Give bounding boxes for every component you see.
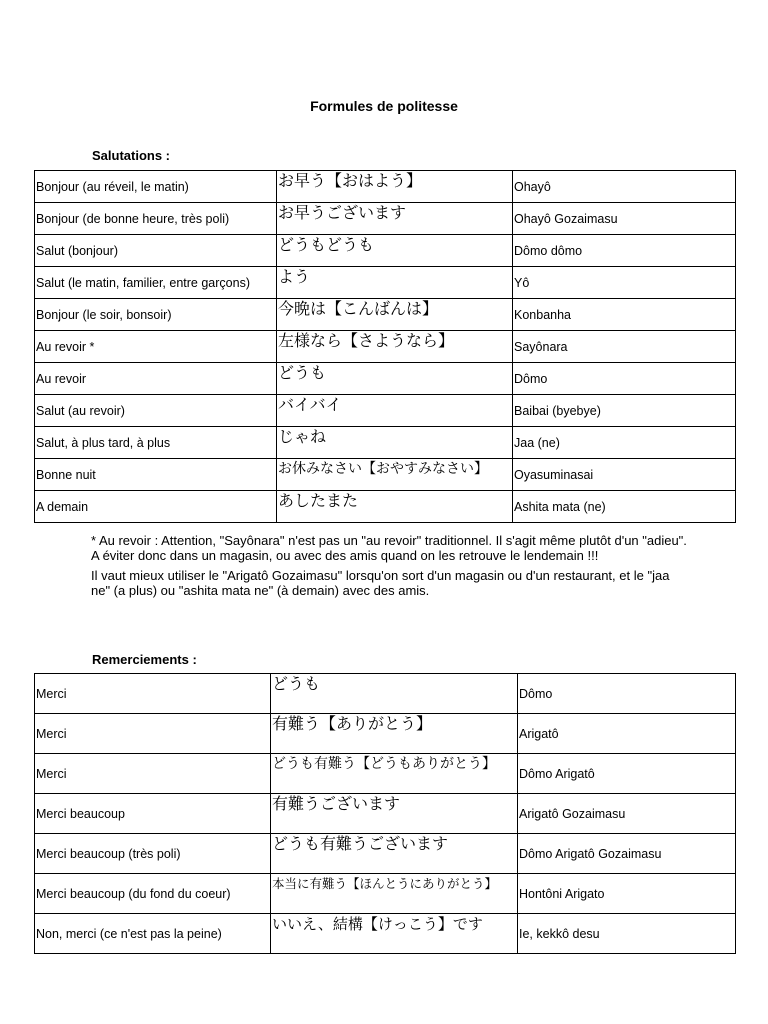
table-row [35,674,736,714]
japanese-cell: 本当に有難う【ほんとうにありがとう】 [271,874,518,914]
romaji-cell: Dômo [513,363,736,395]
romaji-cell: Sayônara [513,331,736,363]
french-cell: A demain [35,491,277,523]
romaji-cell: Ashita mata (ne) [513,491,736,523]
japanese-cell: よう [277,267,513,299]
table-row [35,427,736,459]
notes [91,533,691,603]
footnote-paragraph: * Au revoir : Attention, "Sayônara" n'est pas un "au revoir" traditionnel. Il s'agit même plutôt d'un "adieu". A éviter donc dans un magasin, ou avec des amis quand on les retrouve le lendemain !!! [91,533,687,563]
table-row [35,874,736,914]
french-cell: Salut (le matin, familier, entre garçons) [35,267,277,299]
thanks-heading: Remerciements : [92,652,197,667]
page-title: Formules de politesse [310,98,458,114]
table-row [35,267,736,299]
romaji-cell: Hontôni Arigato [518,874,736,914]
table-row [35,235,736,267]
thanks-table [34,673,736,954]
japanese-cell: どうもどうも [277,235,513,267]
french-cell: Salut, à plus tard, à plus [35,427,277,459]
japanese-cell: お早う【おはよう】 [277,171,513,203]
romaji-cell: Ie, kekkô desu [518,914,736,954]
japanese-cell: お休みなさい【おやすみなさい】 [277,459,513,491]
japanese-cell: バイバイ [277,395,513,427]
romaji-cell: Dômo dômo [513,235,736,267]
romaji-cell: Arigatô Gozaimasu [518,794,736,834]
french-cell: Merci beaucoup (très poli) [35,834,271,874]
japanese-cell: 有難うございます [271,794,518,834]
french-cell: Merci beaucoup [35,794,271,834]
table-row [35,395,736,427]
romaji-cell: Ohayô Gozaimasu [513,203,736,235]
greetings-heading: Salutations : [92,148,171,163]
table-row [35,754,736,794]
romaji-cell: Oyasuminasai [513,459,736,491]
table-row [35,299,736,331]
japanese-cell: どうも有難う【どうもありがとう】 [271,754,518,794]
table-row [35,203,736,235]
romaji-cell: Konbanha [513,299,736,331]
french-cell: Salut (au revoir) [35,395,277,427]
romaji-cell: Dômo Arigatô Gozaimasu [518,834,736,874]
table-row [35,794,736,834]
table-row [35,491,736,523]
french-cell: Bonjour (au réveil, le matin) [35,171,277,203]
japanese-cell: 左様なら【さようなら】 [277,331,513,363]
japanese-cell: どうも [271,674,518,714]
french-cell: Merci [35,754,271,794]
french-cell: Bonjour (le soir, bonsoir) [35,299,277,331]
french-cell: Au revoir * [35,331,277,363]
advice-paragraph: Il vaut mieux utiliser le "Arigatô Gozaimasu" lorsqu'on sort d'un magasin ou d'un restaurant, et le "jaa ne" (a plus) ou "ashita mata ne" (à demain) avec des amis. [91,568,670,598]
romaji-cell: Yô [513,267,736,299]
french-cell: Merci [35,674,271,714]
table-row [35,914,736,954]
table-row [35,834,736,874]
romaji-cell: Arigatô [518,714,736,754]
table-row [35,363,736,395]
japanese-cell: じゃね [277,427,513,459]
table-row [35,171,736,203]
french-cell: Merci beaucoup (du fond du coeur) [35,874,271,914]
romaji-cell: Dômo [518,674,736,714]
table-row [35,714,736,754]
romaji-cell: Baibai (byebye) [513,395,736,427]
japanese-cell: どうも有難うございます [271,834,518,874]
table-row [35,459,736,491]
french-cell: Salut (bonjour) [35,235,277,267]
japanese-cell: どうも [277,363,513,395]
french-cell: Bonjour (de bonne heure, très poli) [35,203,277,235]
french-cell: Non, merci (ce n'est pas la peine) [35,914,271,954]
greetings-table [34,170,736,523]
romaji-cell: Ohayô [513,171,736,203]
table-row [35,331,736,363]
romaji-cell: Dômo Arigatô [518,754,736,794]
french-cell: Merci [35,714,271,754]
japanese-cell: お早うございます [277,203,513,235]
romaji-cell: Jaa (ne) [513,427,736,459]
french-cell: Bonne nuit [35,459,277,491]
japanese-cell: いいえ、結構【けっこう】です [271,914,518,954]
japanese-cell: 今晩は【こんばんは】 [277,299,513,331]
japanese-cell: あしたまた [277,491,513,523]
japanese-cell: 有難う【ありがとう】 [271,714,518,754]
french-cell: Au revoir [35,363,277,395]
